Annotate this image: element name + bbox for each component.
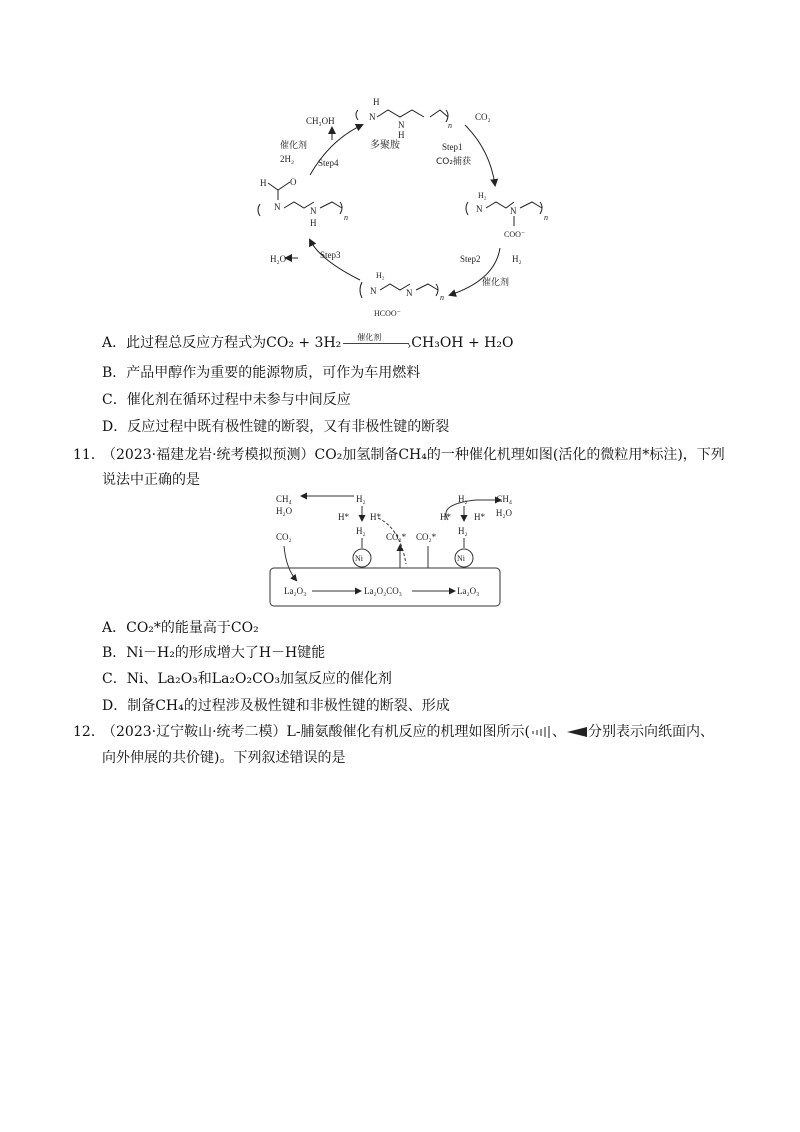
h-label: H xyxy=(310,218,317,228)
ni-right: Ni xyxy=(457,554,465,563)
step3-arrow xyxy=(310,240,360,280)
n-subscript: n xyxy=(344,213,348,222)
h2-top-left: H₂ xyxy=(356,494,366,504)
la2o3-right: La₂O₃ xyxy=(457,586,480,596)
co2-star-right: CO₂* xyxy=(416,532,437,542)
h-star: H* xyxy=(440,512,451,522)
equation-left: CO₂ + 3H₂ xyxy=(266,335,342,351)
o-label: O xyxy=(290,177,297,187)
equation-condition: 催化剂 xyxy=(357,333,382,342)
equation-right: CH₃OH + H₂O xyxy=(411,335,514,351)
n-label: N xyxy=(406,288,413,298)
h-label: H xyxy=(398,130,405,140)
option-text: A．此过程总反应方程式为 xyxy=(102,335,267,351)
step2-label: Step2 xyxy=(460,254,481,264)
step1-label: Step1 xyxy=(442,142,463,152)
h-label: H xyxy=(373,97,380,107)
stem-separator: 、 xyxy=(552,724,567,740)
n-label: N xyxy=(398,120,405,130)
la2o3-left: La₂O₃ xyxy=(284,586,307,596)
q11-stem-line2: 说法中正确的是 xyxy=(102,472,200,488)
q11-stem-line1: （2023·福建龙岩·统考模拟预测）CO₂加氢制备CH₄的一种催化机理如图(活化的微粒用*标注)，下列 xyxy=(102,447,725,463)
hashed-bond-icon xyxy=(530,725,552,739)
co2-left: CO₂ xyxy=(276,532,292,542)
stem-text-end: 分别表示向纸面内、 xyxy=(588,724,715,740)
wedge-bond-icon xyxy=(566,725,588,739)
formate-structure xyxy=(360,271,444,318)
q10-option-a xyxy=(102,333,513,353)
equation-arrow: 催化剂 › xyxy=(341,336,411,350)
polyamine-structure-top xyxy=(356,97,452,151)
step3-label: Step3 xyxy=(320,250,341,260)
h-label: H xyxy=(260,178,267,188)
step4-label: Step4 xyxy=(318,158,339,168)
step2-h2: H₂ xyxy=(512,254,522,264)
step2-catalyst: 催化剂 xyxy=(482,278,510,288)
q10-option-c: C．催化剂在循环过程中未参与中间反应 xyxy=(102,392,351,408)
h2-label: H₂ xyxy=(478,191,487,200)
n-label: N xyxy=(274,202,281,212)
ch4-right: CH₄ xyxy=(496,494,512,504)
n-subscript: n xyxy=(440,293,444,302)
n-label: N xyxy=(370,286,377,296)
h2o-right: H₂O xyxy=(495,508,512,518)
co2-label: CO₂ xyxy=(475,112,491,122)
h2-top-right: H₂ xyxy=(458,494,468,504)
polyamine-label: 多聚胺 xyxy=(370,140,400,151)
step4-h2: 2H₂ xyxy=(280,154,295,164)
q11-number: 11． xyxy=(73,447,105,463)
carbamate-structure xyxy=(466,191,548,239)
q12-number: 12． xyxy=(73,724,105,740)
coo-label: COO⁻ xyxy=(504,230,526,239)
step3-h2o: H₂O xyxy=(270,254,287,264)
h-star: H* xyxy=(474,512,485,522)
h2o-left: H₂O xyxy=(276,506,293,516)
h-star: H* xyxy=(338,512,349,522)
n-subscript: n xyxy=(448,121,452,130)
ch4-left: CH₄ xyxy=(276,494,292,504)
figure-ch4-mechanism xyxy=(262,488,512,610)
step1-note: CO₂捕获 xyxy=(436,157,471,167)
formamide-structure xyxy=(258,177,348,228)
h2-label: H₂ xyxy=(376,271,385,280)
q11-option-d: D．制备CH₄的过程涉及极性键和非极性键的断裂、形成 xyxy=(102,698,450,714)
methanol-label: CH₃OH xyxy=(306,116,335,126)
q12-stem-line2: 向外伸展的共价键)。下列叙述错误的是 xyxy=(102,750,346,766)
step1-arrow xyxy=(465,125,495,185)
q10-option-d: D．反应过程中既有极性键的断裂，又有非极性键的断裂 xyxy=(102,419,450,435)
q12-stem-line1 xyxy=(102,722,714,742)
step4-catalyst: 催化剂 xyxy=(280,141,308,151)
n-label: N xyxy=(510,206,517,216)
co2-star-left: CO₂* xyxy=(386,532,407,542)
n-subscript: n xyxy=(544,213,548,222)
n-label: N xyxy=(369,112,376,122)
hcoo-label: HCOO⁻ xyxy=(374,309,401,318)
figure-polyamine-cycle xyxy=(250,90,570,330)
q10-option-b: B．产品甲醇作为重要的能源物质，可作为车用燃料 xyxy=(102,365,421,381)
h2-bound-left: H₂ xyxy=(356,526,366,536)
n-label: N xyxy=(310,206,317,216)
q11-option-b: B．Ni－H₂的形成增大了H－H键能 xyxy=(102,645,326,661)
stem-text: （2023·辽宁鞍山·统考二模）L-脯氨酸催化有机反应的机理如图所示( xyxy=(102,724,531,740)
h-star: H* xyxy=(370,512,381,522)
h2-bound-right: H₂ xyxy=(458,526,468,536)
ni-left: Ni xyxy=(355,554,363,563)
q11-option-c: C．Ni、La₂O₃和La₂O₂CO₃加氢反应的催化剂 xyxy=(102,671,392,687)
q11-option-a: A．CO₂*的能量高于CO₂ xyxy=(102,620,259,636)
n-label: N xyxy=(476,204,483,214)
la2o2co3-label: La₂O₂CO₃ xyxy=(364,586,402,596)
